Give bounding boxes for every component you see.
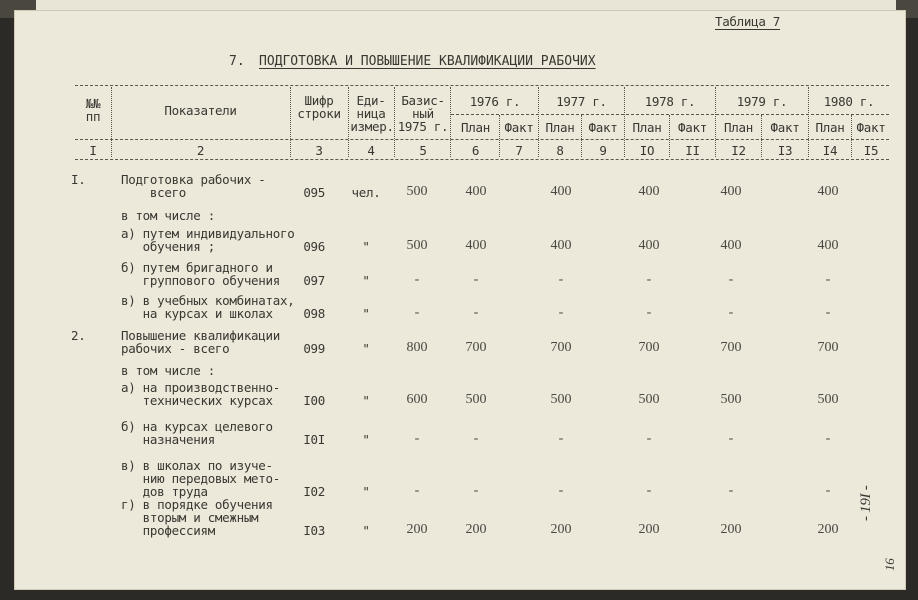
header-base: ный xyxy=(412,106,434,121)
header-code: строки xyxy=(297,106,341,121)
column-number: 3 xyxy=(315,143,323,158)
column-number: I2 xyxy=(731,143,746,158)
header-unit: Еди- xyxy=(356,93,386,108)
row-label: нию передовых мето- xyxy=(121,471,280,486)
row-label: рабочих - всего xyxy=(121,341,230,356)
row-label: Повышение квалификации xyxy=(121,328,280,343)
row-code: I0I xyxy=(303,432,325,447)
row-label: в том числе : xyxy=(121,363,215,378)
cell-p78: 500 xyxy=(638,392,660,407)
cell-p77: - xyxy=(558,305,564,320)
cell-p79: 400 xyxy=(720,238,742,253)
row-unit: " xyxy=(362,239,370,254)
column-number: I xyxy=(89,143,97,158)
row-label: профессиям xyxy=(121,523,215,538)
header-fact: Факт xyxy=(504,120,534,135)
header-nn: №№ xyxy=(85,96,101,111)
row-label: Подготовка рабочих - xyxy=(121,172,266,187)
header-plan: План xyxy=(815,120,845,135)
cell-base: 500 xyxy=(406,238,428,253)
cell-base: - xyxy=(414,305,420,320)
cell-p79: - xyxy=(728,431,734,446)
cell-base: - xyxy=(414,272,420,287)
header-plan: План xyxy=(461,120,490,135)
cell-p78: 700 xyxy=(638,340,660,355)
cell-base: 500 xyxy=(406,184,428,199)
cell-p80: 500 xyxy=(817,392,839,407)
row-unit: " xyxy=(362,484,370,499)
row-unit: " xyxy=(362,432,370,447)
row-label: вторым и смежным xyxy=(121,510,259,525)
row-label: а) на производственно- xyxy=(121,380,280,395)
section-title: ПОДГОТОВКА И ПОВЫШЕНИЕ КВАЛИФИКАЦИИ РАБОЧИХ xyxy=(259,54,596,69)
header-unit: ница xyxy=(356,106,386,121)
row-unit: " xyxy=(362,393,370,408)
cell-p77: 400 xyxy=(550,238,572,253)
cell-p79: 400 xyxy=(720,184,742,199)
header-base: 1975 г. xyxy=(397,119,449,134)
column-number: 9 xyxy=(599,143,607,158)
cell-p76: 500 xyxy=(465,392,487,407)
cell-p76: 200 xyxy=(465,522,487,537)
header-fact: Факт xyxy=(678,120,707,135)
header-year-1980: 1980 г. xyxy=(823,94,875,109)
header-indicators: Показатели xyxy=(164,103,237,118)
cell-p76: - xyxy=(473,272,479,287)
cell-base: 800 xyxy=(406,340,428,355)
handwritten-side-mark: 16 xyxy=(882,558,897,571)
row-label: всего xyxy=(121,185,187,200)
row-label: технических курсах xyxy=(121,393,273,408)
header-year-1976: 1976 г. xyxy=(469,94,521,109)
cell-p80: 700 xyxy=(817,340,839,355)
cell-p76: 700 xyxy=(465,340,487,355)
cell-base: 600 xyxy=(406,392,428,407)
row-code: 095 xyxy=(303,185,325,200)
cell-p79: 500 xyxy=(720,392,742,407)
row-label: обучения ; xyxy=(121,239,215,254)
cell-base: - xyxy=(414,483,420,498)
row-label: в том числе : xyxy=(121,208,215,223)
cell-p76: 400 xyxy=(465,238,487,253)
cell-p77: 500 xyxy=(550,392,572,407)
column-number: II xyxy=(685,143,700,158)
cell-base: - xyxy=(414,431,420,446)
column-numbers-rule xyxy=(75,159,889,160)
cell-p77: - xyxy=(558,483,564,498)
column-number: IO xyxy=(639,143,655,158)
row-code: 098 xyxy=(303,306,325,321)
cell-p80: 200 xyxy=(817,522,839,537)
row-code: I03 xyxy=(303,523,325,538)
cell-p76: - xyxy=(473,305,479,320)
cell-p77: - xyxy=(558,431,564,446)
cell-base: 200 xyxy=(406,522,428,537)
cell-p79: - xyxy=(728,483,734,498)
header-separator xyxy=(111,87,112,157)
row-code: 097 xyxy=(303,273,325,288)
header-base: Базис- xyxy=(401,93,445,108)
table-label: Таблица 7 xyxy=(714,14,780,29)
column-number: I5 xyxy=(863,143,879,158)
row-code: I02 xyxy=(303,484,325,499)
handwritten-page-number: - 19I - xyxy=(858,485,874,521)
cell-p80: - xyxy=(825,431,831,446)
header-plan: План xyxy=(632,120,662,135)
row-label: дов труда xyxy=(121,484,208,499)
cell-p78: - xyxy=(646,305,652,320)
row-unit: " xyxy=(362,273,370,288)
cell-p78: 200 xyxy=(638,522,660,537)
column-number: 7 xyxy=(515,143,523,158)
header-plan: План xyxy=(545,120,575,135)
row-code: 096 xyxy=(303,239,325,254)
header-nn: пп xyxy=(85,109,101,124)
header-code: Шифр xyxy=(304,93,334,108)
header-unit: измер. xyxy=(350,119,394,134)
cell-p77: - xyxy=(558,272,564,287)
cell-p78: 400 xyxy=(638,238,660,253)
header-fact: Факт xyxy=(770,120,800,135)
header-separator xyxy=(290,87,291,157)
section-number: 7. xyxy=(229,54,245,69)
column-number: 4 xyxy=(367,143,375,158)
column-number: 2 xyxy=(196,143,205,158)
row-unit: " xyxy=(362,341,370,356)
header-top-rule xyxy=(75,85,889,86)
cell-p80: - xyxy=(825,483,831,498)
column-number: 8 xyxy=(556,143,564,158)
row-code: I00 xyxy=(303,393,325,408)
header-fact: Факт xyxy=(588,120,618,135)
cell-p79: - xyxy=(728,272,734,287)
cell-p78: - xyxy=(646,431,652,446)
column-number: 6 xyxy=(471,143,480,158)
row-number: I. xyxy=(71,172,86,187)
header-fact: Факт xyxy=(856,120,886,135)
cell-p80: 400 xyxy=(817,238,839,253)
cell-p76: - xyxy=(473,483,479,498)
row-unit: " xyxy=(362,523,370,538)
cell-p77: 700 xyxy=(550,340,572,355)
row-label: г) в порядке обучения xyxy=(121,497,273,512)
header-year-1978: 1978 г. xyxy=(644,94,696,109)
cell-p78: 400 xyxy=(638,184,660,199)
row-number: 2. xyxy=(71,328,86,343)
cell-p80: 400 xyxy=(817,184,839,199)
cell-p78: - xyxy=(646,272,652,287)
cell-p79: 200 xyxy=(720,522,742,537)
row-label: в) в учебных комбинатах, xyxy=(121,293,295,308)
row-label: на курсах и школах xyxy=(121,306,273,321)
row-label: назначения xyxy=(121,432,215,447)
row-label: а) путем индивидуального xyxy=(121,226,295,241)
column-number: 5 xyxy=(419,143,427,158)
cell-p80: - xyxy=(825,305,831,320)
header-bottom-rule xyxy=(75,139,889,140)
row-label: б) на курсах целевого xyxy=(121,419,273,434)
row-unit: чел. xyxy=(351,185,381,200)
cell-p79: - xyxy=(728,305,734,320)
row-unit: " xyxy=(362,306,370,321)
row-label: б) путем бригадного и xyxy=(121,260,273,275)
column-number: I3 xyxy=(777,143,793,158)
row-label: в) в школах по изуче- xyxy=(121,458,273,473)
column-number: I4 xyxy=(822,143,838,158)
header-year-1977: 1977 г. xyxy=(556,94,607,109)
cell-p79: 700 xyxy=(720,340,742,355)
cell-p80: - xyxy=(825,272,831,287)
cell-p78: - xyxy=(646,483,652,498)
header-plan: План xyxy=(724,120,753,135)
header-year-1979: 1979 г. xyxy=(736,94,788,109)
row-code: 099 xyxy=(303,341,325,356)
cell-p77: 400 xyxy=(550,184,572,199)
cell-p76: - xyxy=(473,431,479,446)
document-page xyxy=(14,10,906,590)
year-split-rule xyxy=(451,114,889,115)
row-label: группового обучения xyxy=(121,273,280,288)
cell-p77: 200 xyxy=(550,522,572,537)
cell-p76: 400 xyxy=(465,184,487,199)
